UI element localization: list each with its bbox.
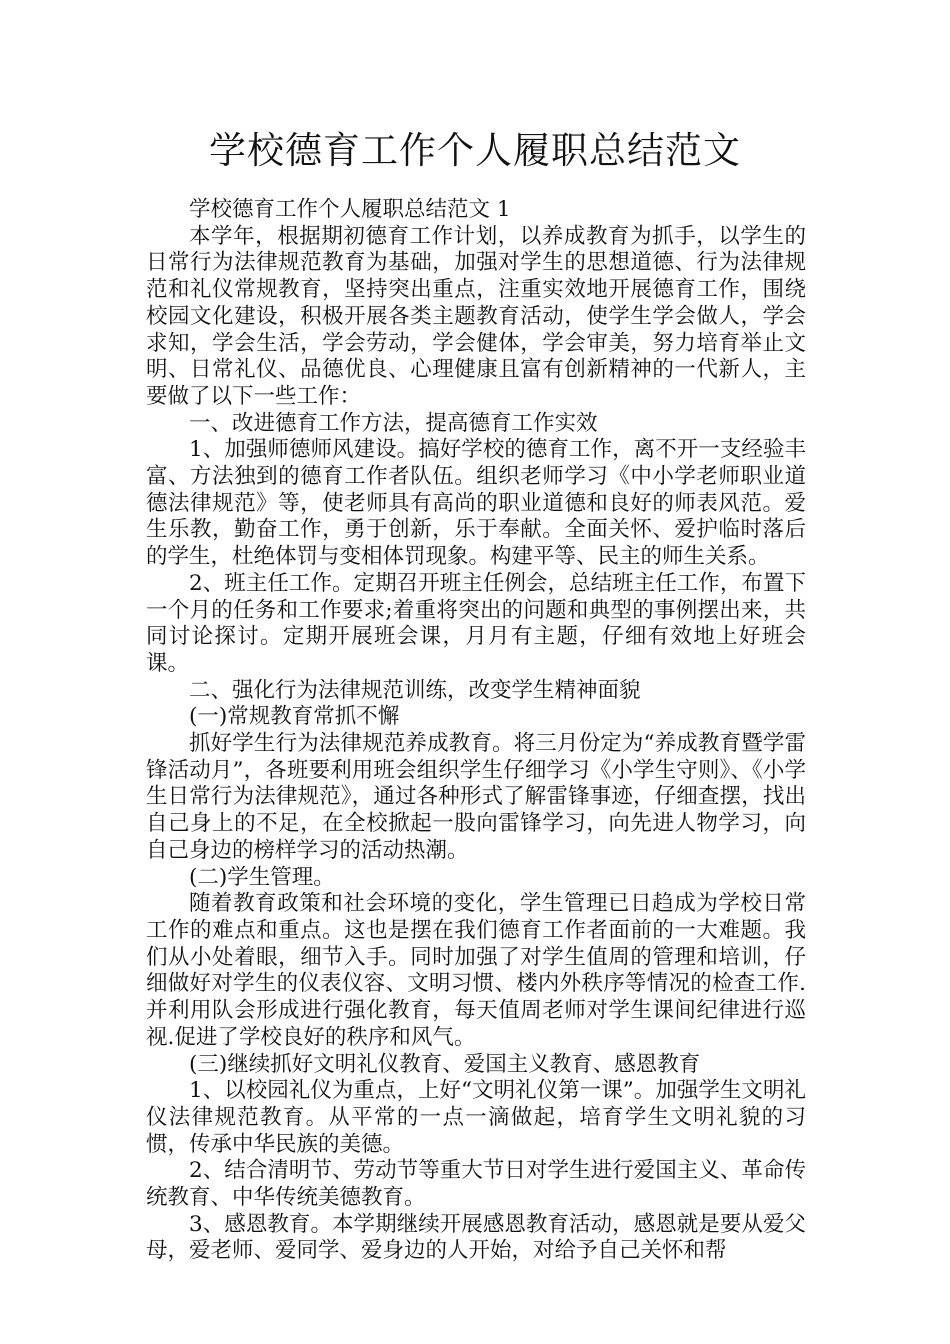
paragraph-teacher-ethics: 1、加强师德师风建设。搞好学校的德育工作，离不开一支经验丰富、方法独到的德育工作者队伍。组织老师学习《中小学老师职业道德法律规范》等，使老师具有高尚的职业道德和良好的师表风范。爱生乐教，勤奋工作，勇于创新，乐于奉献。全面关怀、爱护临时落后的学生，杜绝体罚与变相体罚现象。构建平等、民主的师生关系。 bbox=[146, 437, 806, 570]
paragraph-gratitude: 3、感恩教育。本学期继续开展感恩教育活动，感恩就是要从爱父母，爱老师、爱同学、爱身边的人开始，对给予自己关怀和帮 bbox=[146, 1211, 806, 1264]
subsection-heading-1: (一)常规教育常抓不懈 bbox=[189, 704, 400, 730]
paragraph-intro: 本学年，根据期初德育工作计划，以养成教育为抓手，以学生的日常行为法律规范教育为基础，加强对学生的思想道德、行为法律规范和礼仪常规教育，坚持突出重点，注重实效地开展德育工作，围绕校园文化建设，积极开展各类主题教育活动，使学生学会做人，学会求知，学会生活，学会劳动，学会健体，学会审美，努力培育举止文明、日常礼仪、品德优良、心理健康且富有创新精神的一代新人，主要做了以下一些工作： bbox=[146, 223, 806, 409]
subsection-heading-2: (二)学生管理。 bbox=[189, 864, 335, 890]
subsection-heading-3: (三)继续抓好文明礼仪教育、爱国主义教育、感恩教育 bbox=[189, 1051, 701, 1077]
document-body bbox=[146, 197, 806, 1265]
paragraph-subtitle: 学校德育工作个人履职总结范文 1 bbox=[189, 197, 511, 222]
document-title: 学校德育工作个人履职总结范文 bbox=[209, 129, 741, 172]
paragraph-head-teacher: 2、班主任工作。定期召开班主任例会，总结班主任工作，布置下一个月的任务和工作要求;着重将突出的问题和典型的事例摆出来，共同讨论探讨。定期开展班会课，月月有主题，仔细有效地上好班会课。 bbox=[146, 570, 806, 676]
paragraph-etiquette: 1、以校园礼仪为重点，上好“文明礼仪第一课”。加强学生文明礼仪法律规范教育。从平常的一点一滴做起，培育学生文明礼貌的习惯，传承中华民族的美德。 bbox=[146, 1078, 806, 1157]
paragraph-patriotism: 2、结合清明节、劳动节等重大节日对学生进行爱国主义、革命传统教育、中华传统美德教育。 bbox=[146, 1158, 806, 1211]
paragraph-routine-education: 抓好学生行为法律规范养成教育。将三月份定为“养成教育暨学雷锋活动月”，各班要利用班会组织学生仔细学习《小学生守则》、《小学生日常行为法律规范》，通过各种形式了解雷锋事迹，仔细查摆，找出自己身上的不足，在全校掀起一股向雷锋学习，向先进人物学习，向自己身边的榜样学习的活动热潮。 bbox=[146, 731, 806, 863]
section-heading-1: 一、改进德育工作方法，提高德育工作实效 bbox=[189, 410, 598, 436]
section-heading-2: 二、强化行为法律规范训练，改变学生精神面貌 bbox=[189, 677, 641, 703]
paragraph-student-management: 随着教育政策和社会环境的变化，学生管理已日趋成为学校日常工作的难点和重点。这也是摆在我们德育工作者面前的一大难题。我们从小处着眼，细节入手。同时加强了对学生值周的管理和培训，仔细做好对学生的仪表仪容、文明习惯、楼内外秩序等情况的检查工作.并利用队会形成进行强化教育，每天值周老师对学生课间纪律进行巡视.促进了学校良好的秩序和风气。 bbox=[146, 891, 806, 1050]
